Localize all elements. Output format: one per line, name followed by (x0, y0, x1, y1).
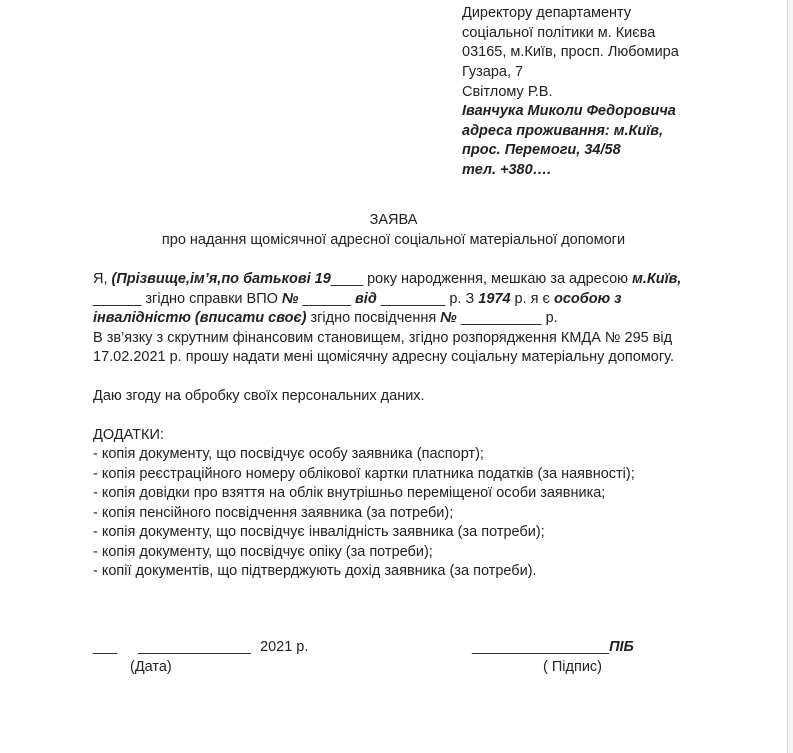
attachment-item: - копія реєстраційного номеру облікової картки платника податків (за наявності); (93, 466, 635, 482)
number-sign: № (281, 291, 299, 307)
date-month-blank: ______________ (138, 639, 251, 655)
body-line-4: В зв’язку з скрутним фінансовим становищем, згідно розпорядження КМДА № 295 від (93, 330, 673, 346)
attachment-item: - копія пенсійного посвідчення заявника (за потреби); (93, 505, 454, 521)
year-text: 1974 (478, 291, 511, 307)
pib-label: ПІБ (609, 639, 634, 655)
disability-text: особою з (554, 291, 622, 307)
date-label: (Дата) (130, 659, 172, 675)
attachment-item: - копія документу, що посвідчує особу заявника (паспорт); (93, 446, 484, 462)
attachment-item: - копія довідки про взяття на облік внутрішньо переміщеної особи заявника; (93, 485, 606, 501)
signature-blank: _________________ (472, 639, 610, 655)
text-fragment: ________ р. З (376, 291, 479, 307)
consent-text: Даю згоду на обробку своїх персональних даних. (93, 388, 425, 404)
body-line-2 (93, 290, 622, 309)
applicant-line: прос. Перемоги, 34/58 (462, 142, 621, 158)
body-line-1 (93, 270, 681, 289)
text-fragment: ______ (298, 291, 356, 307)
from-word: від (355, 291, 377, 307)
applicant-line: адреса проживання: м.Київ, (462, 123, 664, 139)
text-fragment: ____ року народження, мешкаю за адресою (330, 271, 633, 287)
addressee-line: 03165, м.Київ, просп. Любомира (462, 44, 679, 60)
name-placeholder: (Прізвище,ім’я,по батькові 19 (111, 271, 331, 287)
addressee-line: Світлому Р.В. (462, 84, 553, 100)
number-sign: № (440, 310, 457, 326)
body-line-5: 17.02.2021 р. прошу надати мені щомісячну адресну соціальну матеріальну допомогу. (93, 349, 674, 365)
attachment-item: - копія документу, що посвідчує інвалідність заявника (за потреби); (93, 524, 545, 540)
date-day-blank: ___ (93, 639, 118, 655)
document-title: ЗАЯВА (369, 212, 418, 228)
page-edge-scrollbar[interactable] (787, 0, 793, 753)
text-fragment: ______ згідно справки ВПО (93, 291, 282, 307)
attachment-item: - копія документу, що посвідчує опіку (за потреби); (93, 544, 433, 560)
body-line-3 (93, 309, 558, 328)
text-fragment: р. я є (510, 291, 554, 307)
disability-placeholder: інвалідністю (вписати своє) (93, 310, 307, 326)
document-subtitle: про надання щомісячної адресної соціальної матеріальної допомоги (161, 232, 626, 248)
signature-label: ( Підпис) (543, 659, 602, 675)
addressee-line: соціальної політики м. Києва (462, 25, 656, 41)
attachment-item: - копії документів, що підтверджують дохід заявника (за потреби). (93, 563, 537, 579)
text-fragment: __________ р. (456, 310, 558, 326)
addressee-line: Гузара, 7 (462, 64, 524, 80)
applicant-line: тел. +380…. (462, 162, 552, 178)
date-year: 2021 р. (260, 639, 309, 655)
addressee-line: Директору департаменту (462, 5, 632, 21)
text-fragment: згідно посвідчення (306, 310, 441, 326)
signature-line (472, 638, 634, 657)
text-fragment: Я, (93, 271, 112, 287)
city-text: м.Київ, (632, 271, 682, 287)
applicant-line: Іванчука Миколи Федоровича (462, 103, 676, 119)
attachments-heading: ДОДАТКИ: (93, 427, 164, 443)
